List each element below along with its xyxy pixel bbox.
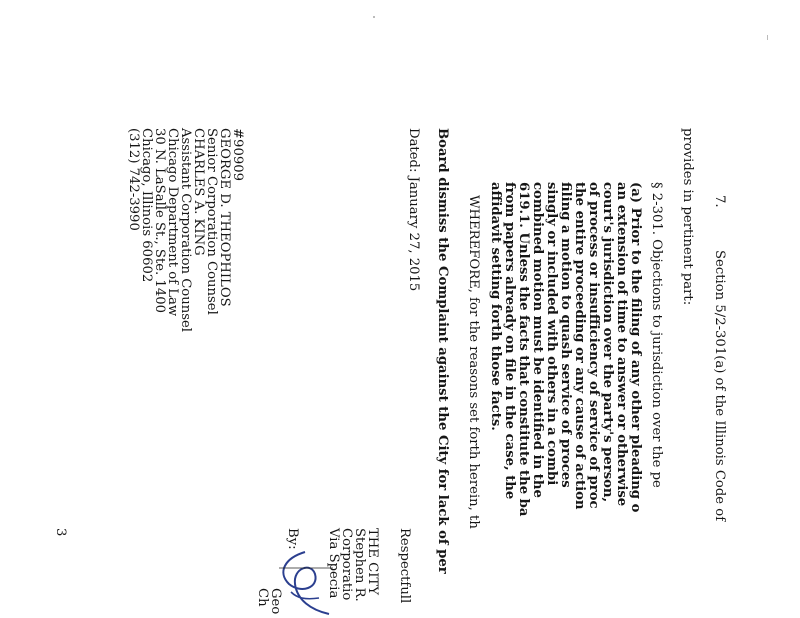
statute-heading: § 2-301. Objections to jurisdiction over the pe — [649, 182, 664, 488]
attorney-line: Assistant Corporation Counsel — [178, 128, 193, 333]
scan-speck — [767, 35, 768, 40]
by-label: By: — [285, 528, 300, 550]
respectfully-line: Respectfull — [397, 528, 412, 604]
attorney-line: 30 N. LaSalle St., Ste. 1400 — [152, 128, 167, 313]
statute-line: affidavit setting forth those facts. — [488, 182, 503, 431]
paragraph-number: 7. — [712, 195, 727, 208]
handwritten-signature — [275, 548, 335, 618]
signature-line: Stephen R. — [352, 528, 367, 602]
attorney-line: Chicago, Illinois 60602 — [139, 128, 154, 283]
statute-line: combined motion must be identified in the — [530, 182, 545, 498]
statute-line: singly or included with others in a combi — [544, 182, 559, 486]
statute-line: 619.1. Unless the facts that constitute the ba — [516, 182, 531, 517]
attorney-line: (312) 742-3990 — [126, 128, 141, 231]
attorney-line: CHARLES A. KING — [191, 128, 206, 256]
attorney-line: GEORGE D. THEOPHILOS — [217, 128, 232, 307]
paragraph-7-line-1: Section 5/2-301(a) of the Illinois Code of — [712, 250, 727, 522]
statute-line: of process or insufficiency of service of proc — [586, 182, 601, 509]
statute-line: the entire proceeding or any cause of action — [572, 182, 587, 510]
statute-line: (a) Prior to the filing of any other pleading o — [628, 182, 643, 513]
statute-line: from papers already on file in the case, the — [502, 182, 517, 500]
signature-line: Via Specia — [326, 528, 341, 599]
page-number: 3 — [53, 528, 68, 537]
signer-line: Geo — [268, 588, 283, 615]
signature-line: Corporatio — [339, 528, 354, 601]
attorney-line: Senior Corporation Counsel — [204, 128, 219, 315]
signer-line: Ch — [255, 588, 270, 607]
scan-speck — [373, 16, 375, 18]
attorney-line: #90909 — [230, 128, 245, 182]
signature-line: THE CITY — [365, 528, 380, 595]
dated-line: Dated: January 27, 2015 — [406, 128, 421, 292]
attorney-line: Chicago Department of Law — [165, 128, 180, 317]
statute-line: an extension of time to answer or otherwise — [614, 182, 629, 507]
wherefore-line-1: WHEREFORE, for the reasons set forth herein, th — [466, 195, 481, 529]
statute-line: filing a motion to quash service of proces — [558, 182, 573, 488]
wherefore-line-2: Board dismiss the Complaint against the City for lack of per — [435, 128, 450, 574]
paragraph-7-line-2: provides in pertinent part: — [680, 128, 695, 306]
statute-line: court's jurisdiction over the party's person, — [600, 182, 615, 503]
